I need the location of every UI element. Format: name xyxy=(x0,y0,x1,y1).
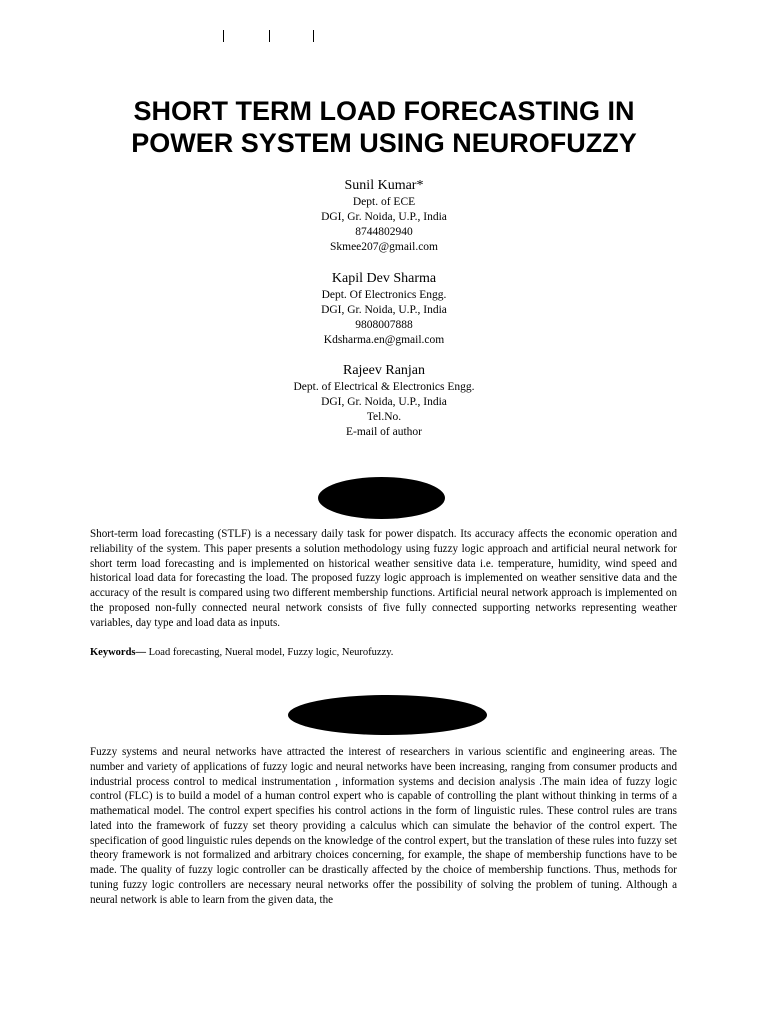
author-email: Kdsharma.en@gmail.com xyxy=(323,334,445,346)
author-block xyxy=(0,269,768,348)
introduction-text: Fuzzy systems and neural networks have attracted the interest of researchers in various scientific and engineering areas. The number and variety of applications of fuzzy logic and neural networks have been increasing, ranging from consumer products and industrial process control to medical instrumentation , information systems and decision analysis .The main idea of fuzzy logic control (FLC) is to build a model of a human control expert who is capable of controlling the plant without thinking in terms of a mathematical model. The control expert specifies his control actions in the form of linguistic rules. These control rules are trans lated into the framework of fuzzy set theory providing a calculus which can simulate the behavior of the control expert. The specification of good linguistic rules depends on the knowledge of the control expert, but the translation of these rules into fuzzy set theory framework is not formalized and arbitrary choices concerning, for example, the shape of membership functions have to be made. The quality of fuzzy logic controller can be drastically affected by the choice of membership functions. Thus, methods for tuning fuzzy logic controllers are necessary neural networks offer the possibility of solving the problem of tuning. Although a neural network is able to learn from the given data, the xyxy=(90,746,677,906)
author-email: Skmee207@gmail.com xyxy=(329,241,438,253)
keywords-line xyxy=(90,646,677,660)
author-block xyxy=(0,361,768,440)
paper-title-line: POWER SYSTEM USING NEUROFUZZY xyxy=(131,128,637,158)
redacted-heading-abstract xyxy=(318,477,445,519)
author-name: Sunil Kumar* xyxy=(344,178,424,193)
author-email: E-mail of author xyxy=(345,426,422,438)
keywords-label: Keywords xyxy=(90,647,136,658)
author-name: Kapil Dev Sharma xyxy=(331,271,437,286)
keywords-dash: — xyxy=(135,647,149,658)
header-tick-mark xyxy=(313,30,314,42)
author-phone: Tel.No. xyxy=(366,411,402,423)
author-affiliation: DGI, Gr. Noida, U.P., India xyxy=(321,304,447,316)
author-affiliation: Dept. of Electrical & Electronics Engg. xyxy=(293,381,475,393)
author-affiliation: Dept. of ECE xyxy=(352,196,416,208)
keywords-text: Load forecasting, Nueral model, Fuzzy logic, Neurofuzzy. xyxy=(148,647,394,658)
author-affiliation: DGI, Gr. Noida, U.P., India xyxy=(321,211,447,223)
author-name: Rajeev Ranjan xyxy=(342,363,426,378)
abstract-text: Short-term load forecasting (STLF) is a necessary daily task for power dispatch. Its accuracy affects the economic operation and reliability of the system. This paper presents a solution methodology using fuzzy logic approach and artificial neural network for short term load forecasting and is implemented on historical weather sensitive data i.e. temperature, humidity, wind speed and historical load data for forecasting the load. The proposed fuzzy logic approach is implemented on weather sensitive data and the accuracy of the result is compared using two different membership functions. Artificial neural network approach is implemented on the proposed non-fully connected neural network consists of five fully connected supporting networks representing weather variables, day type and load data as inputs. xyxy=(90,528,677,629)
author-affiliation: Dept. Of Electronics Engg. xyxy=(321,289,447,301)
redacted-heading-introduction xyxy=(288,695,487,735)
author-phone: 9808007888 xyxy=(355,319,413,331)
author-phone: 8744802940 xyxy=(355,226,413,238)
author-block xyxy=(0,176,768,255)
header-tick-mark xyxy=(269,30,270,42)
header-tick-mark xyxy=(223,30,224,42)
paper-title-line: SHORT TERM LOAD FORECASTING IN xyxy=(133,96,635,126)
paper-title xyxy=(0,95,768,159)
author-affiliation: DGI, Gr. Noida, U.P., India xyxy=(321,396,447,408)
